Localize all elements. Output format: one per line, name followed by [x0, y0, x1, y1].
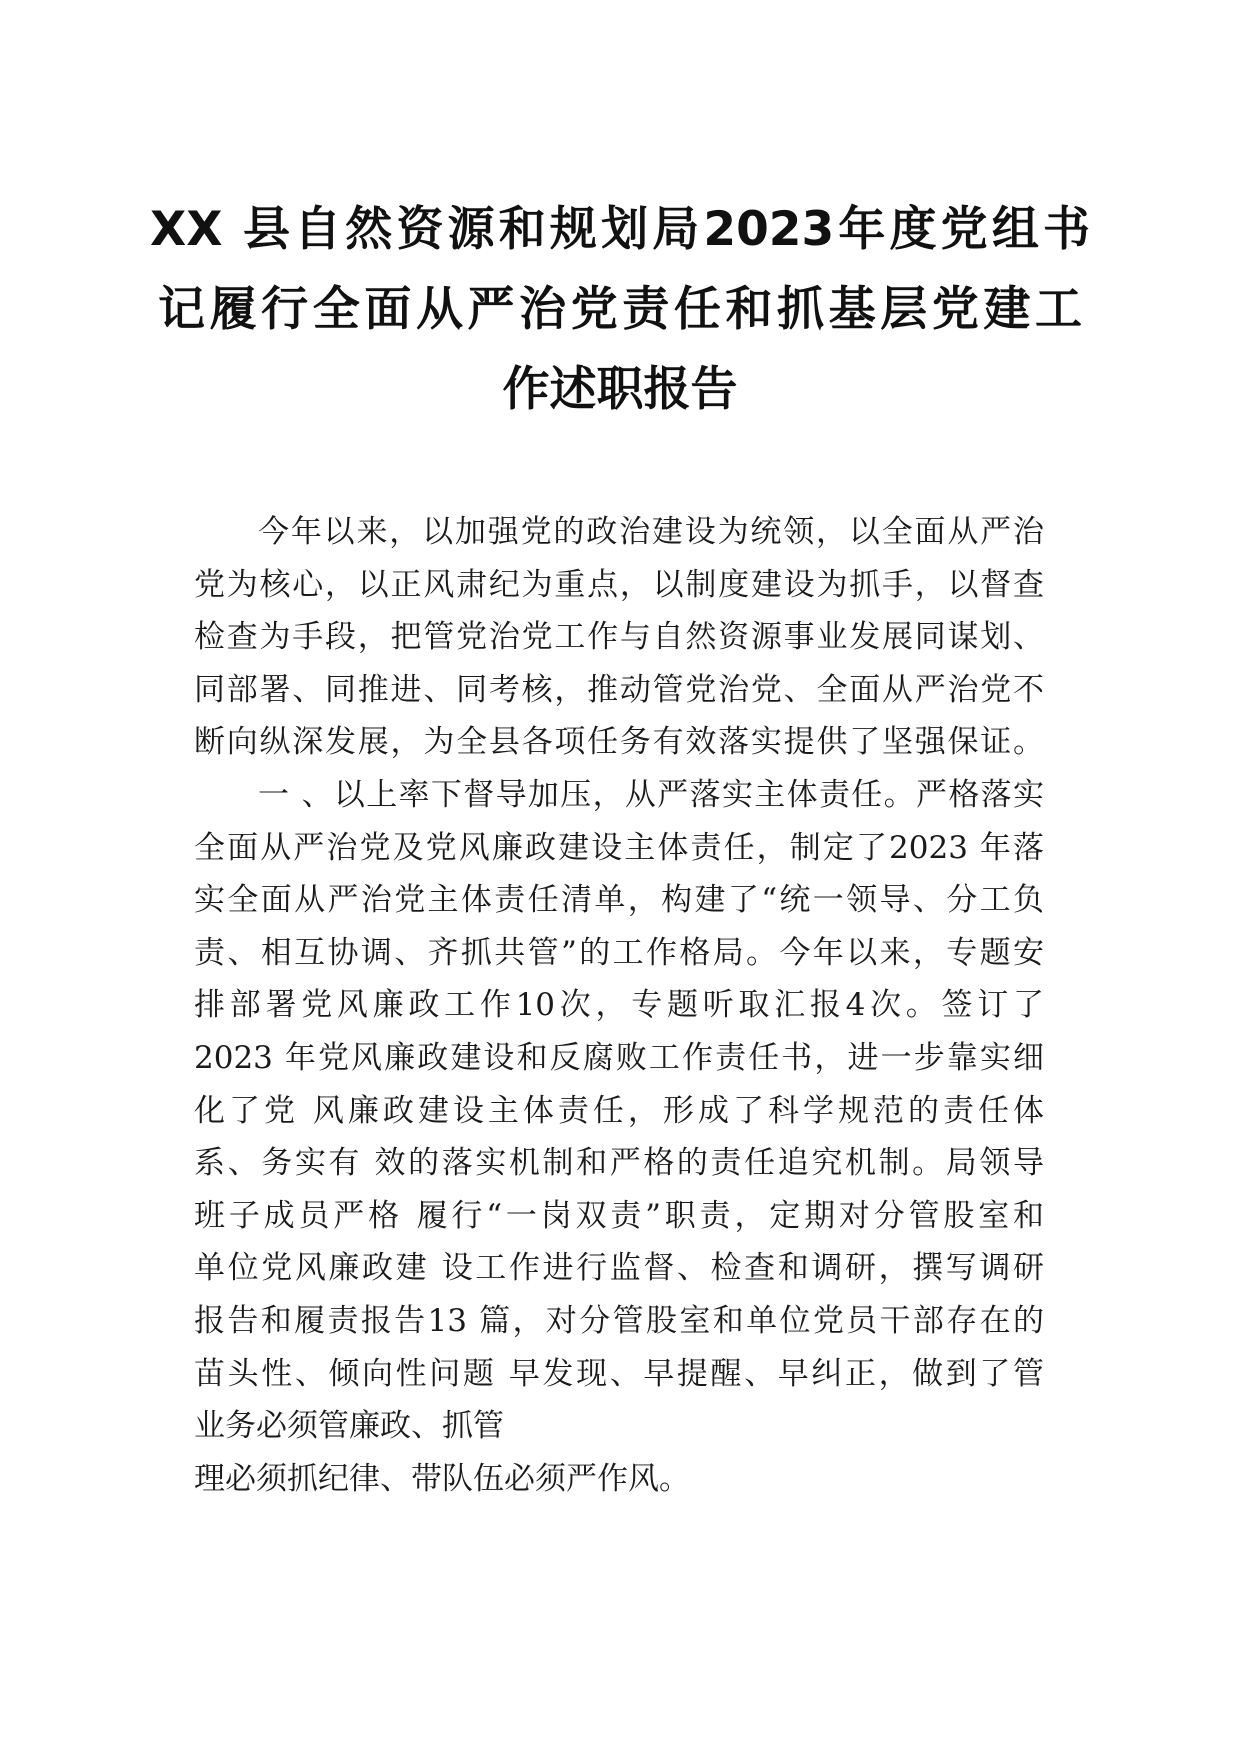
- title-line-3: 作述职报告: [502, 362, 738, 417]
- paragraph-line: 断向纵深发展，为全县各项任务有效落实提供了坚强保证。: [194, 724, 1044, 761]
- paragraph-line: 化了党 风廉政建设主体责任，形成了科学规范的责任体: [194, 1092, 1044, 1129]
- paragraph-line: 今年以来，以加强党的政治建设为统领，以全面从严治: [258, 514, 1044, 550]
- paragraph-line: 全面从严治党及党风廉政建设主体责任，制定了2023 年落: [194, 829, 1044, 866]
- paragraph-line: 系、务实有 效的落实机制和严格的责任追究机制。局领导: [194, 1145, 1044, 1182]
- paragraph-line: 苗头性、倾向性问题 早发现、早提醒、早纠正，做到了管: [194, 1355, 1044, 1392]
- paragraph-line: 业务必须管廉政、抓管: [194, 1408, 504, 1445]
- paragraph-line: 实全面从严治党主体责任清单，构建了“统一领导、分工负: [194, 882, 1044, 919]
- paragraph-line: 报告和履责报告13 篇，对分管股室和单位党员干部存在的: [194, 1302, 1044, 1339]
- document-body: [194, 506, 1044, 1505]
- title-line-2: 记履行全面从严治党责任和抓基层党建工: [158, 282, 1082, 337]
- paragraph-line: 理必须抓纪律、带队伍必须严作风。: [194, 1460, 690, 1497]
- paragraph-line: 2023 年党风廉政建设和反腐败工作责任书，进一步靠实细: [194, 1039, 1044, 1076]
- paragraph-line: 排部署党风廉政工作10次，专题听取汇报4次。签订了: [194, 987, 1044, 1024]
- paragraph-line: 同部署、同推进、同考核，推动管党治党、全面从严治党不: [194, 671, 1044, 708]
- paragraph-line: 责、相互协调、齐抓共管”的工作格局。今年以来，专题安: [194, 934, 1044, 971]
- paragraph-line: 一 、以上率下督导加压，从严落实主体责任。严格落实: [258, 776, 1044, 813]
- title-line-1: XX 县自然资源和规划局2023年度党组书: [150, 202, 1090, 257]
- paragraph-section-one: [194, 769, 1044, 1505]
- paragraph-line: 党为核心，以正风肃纪为重点，以制度建设为抓手，以督查: [194, 566, 1044, 603]
- paragraph-line: 检查为手段，把管党治党工作与自然资源事业发展同谋划、: [194, 619, 1044, 656]
- paragraph-line: 班子成员严格 履行“一岗双责”职责，定期对分管股室和: [194, 1197, 1044, 1234]
- document-title: [150, 190, 1090, 430]
- paragraph-intro: [194, 506, 1044, 769]
- paragraph-line: 单位党风廉政建 设工作进行监督、检查和调研，撰写调研: [194, 1250, 1044, 1287]
